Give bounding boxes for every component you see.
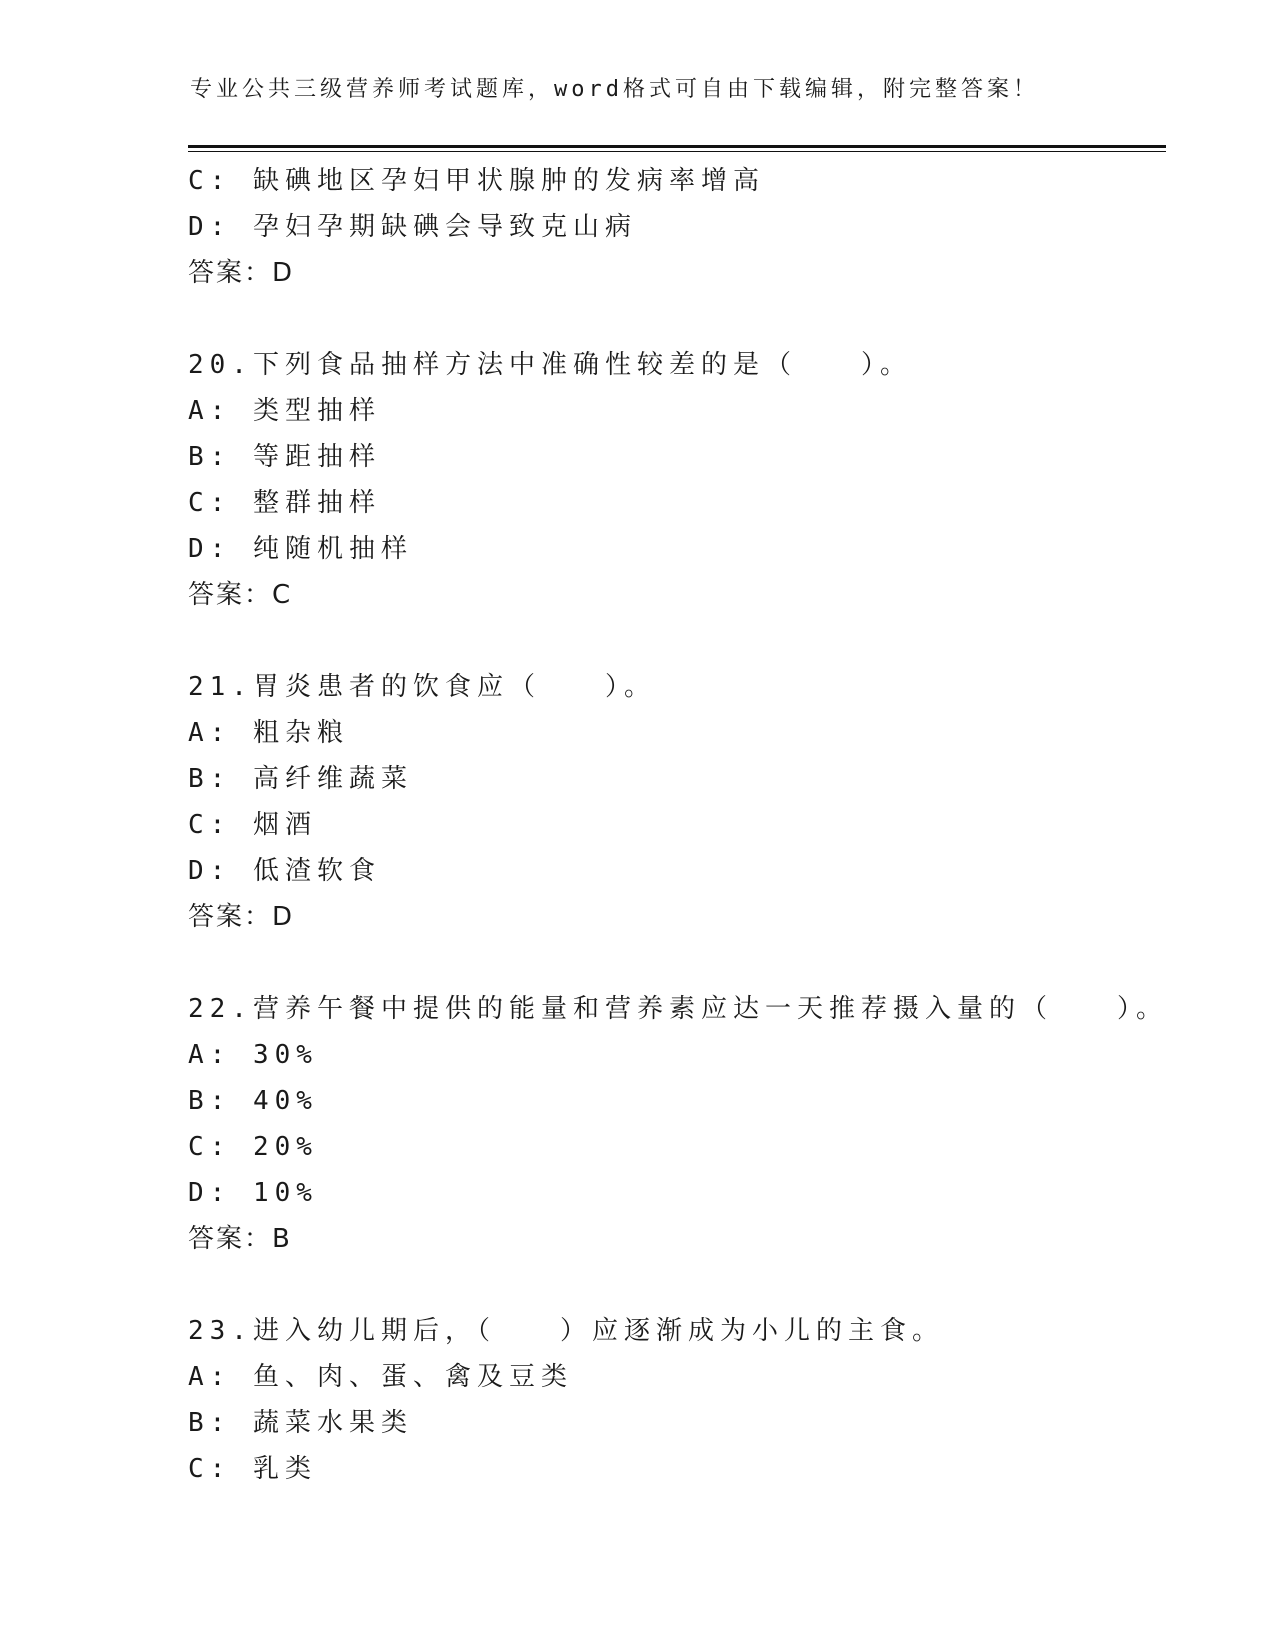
spacer bbox=[188, 296, 1188, 342]
question-block-19 bbox=[188, 158, 1188, 296]
question-text: 21.胃炎患者的饮食应（ ）。 bbox=[188, 672, 656, 702]
option-a: A: 粗杂粮 bbox=[188, 718, 349, 748]
option-a: A: 类型抽样 bbox=[188, 396, 381, 426]
question-text: 20.下列食品抽样方法中准确性较差的是（ ）。 bbox=[188, 350, 912, 380]
spacer bbox=[188, 618, 1188, 664]
option-d: D: 纯随机抽样 bbox=[188, 534, 413, 564]
option-a: A: 30% bbox=[188, 1040, 318, 1070]
question-block-21 bbox=[188, 664, 1188, 940]
option-b: B: 高纤维蔬菜 bbox=[188, 764, 413, 794]
option-c: C: 烟酒 bbox=[188, 810, 317, 840]
option-b: B: 等距抽样 bbox=[188, 442, 381, 472]
question-text: 22.营养午餐中提供的能量和营养素应达一天推荐摄入量的（ ）。 bbox=[188, 994, 1168, 1024]
option-d: D: 孕妇孕期缺碘会导致克山病 bbox=[188, 212, 637, 242]
option-c: C: 缺碘地区孕妇甲状腺肿的发病率增高 bbox=[188, 166, 765, 196]
option-c: C: 乳类 bbox=[188, 1454, 317, 1484]
answer-line: 答案：D bbox=[188, 258, 295, 288]
option-c: C: 20% bbox=[188, 1132, 318, 1162]
question-block-23 bbox=[188, 1308, 1188, 1492]
question-text: 23.进入幼儿期后，（ ）应逐渐成为小儿的主食。 bbox=[188, 1316, 944, 1346]
option-d: D: 低渣软食 bbox=[188, 856, 381, 886]
document-header: 专业公共三级营养师考试题库，word格式可自由下载编辑，附完整答案！ bbox=[190, 77, 1039, 102]
document-body bbox=[188, 158, 1188, 1492]
answer-line: 答案：D bbox=[188, 902, 295, 932]
answer-line: 答案：C bbox=[188, 580, 293, 610]
option-c: C: 整群抽样 bbox=[188, 488, 381, 518]
option-d: D: 10% bbox=[188, 1178, 318, 1208]
question-block-20 bbox=[188, 342, 1188, 618]
option-b: B: 蔬菜水果类 bbox=[188, 1408, 413, 1438]
header-rule-thin bbox=[188, 151, 1166, 152]
header-rule-thick bbox=[188, 145, 1166, 148]
spacer bbox=[188, 1262, 1188, 1308]
option-a: A: 鱼、肉、蛋、禽及豆类 bbox=[188, 1362, 573, 1392]
spacer bbox=[188, 940, 1188, 986]
answer-line: 答案：B bbox=[188, 1224, 292, 1254]
option-b: B: 40% bbox=[188, 1086, 318, 1116]
question-block-22 bbox=[188, 986, 1188, 1262]
